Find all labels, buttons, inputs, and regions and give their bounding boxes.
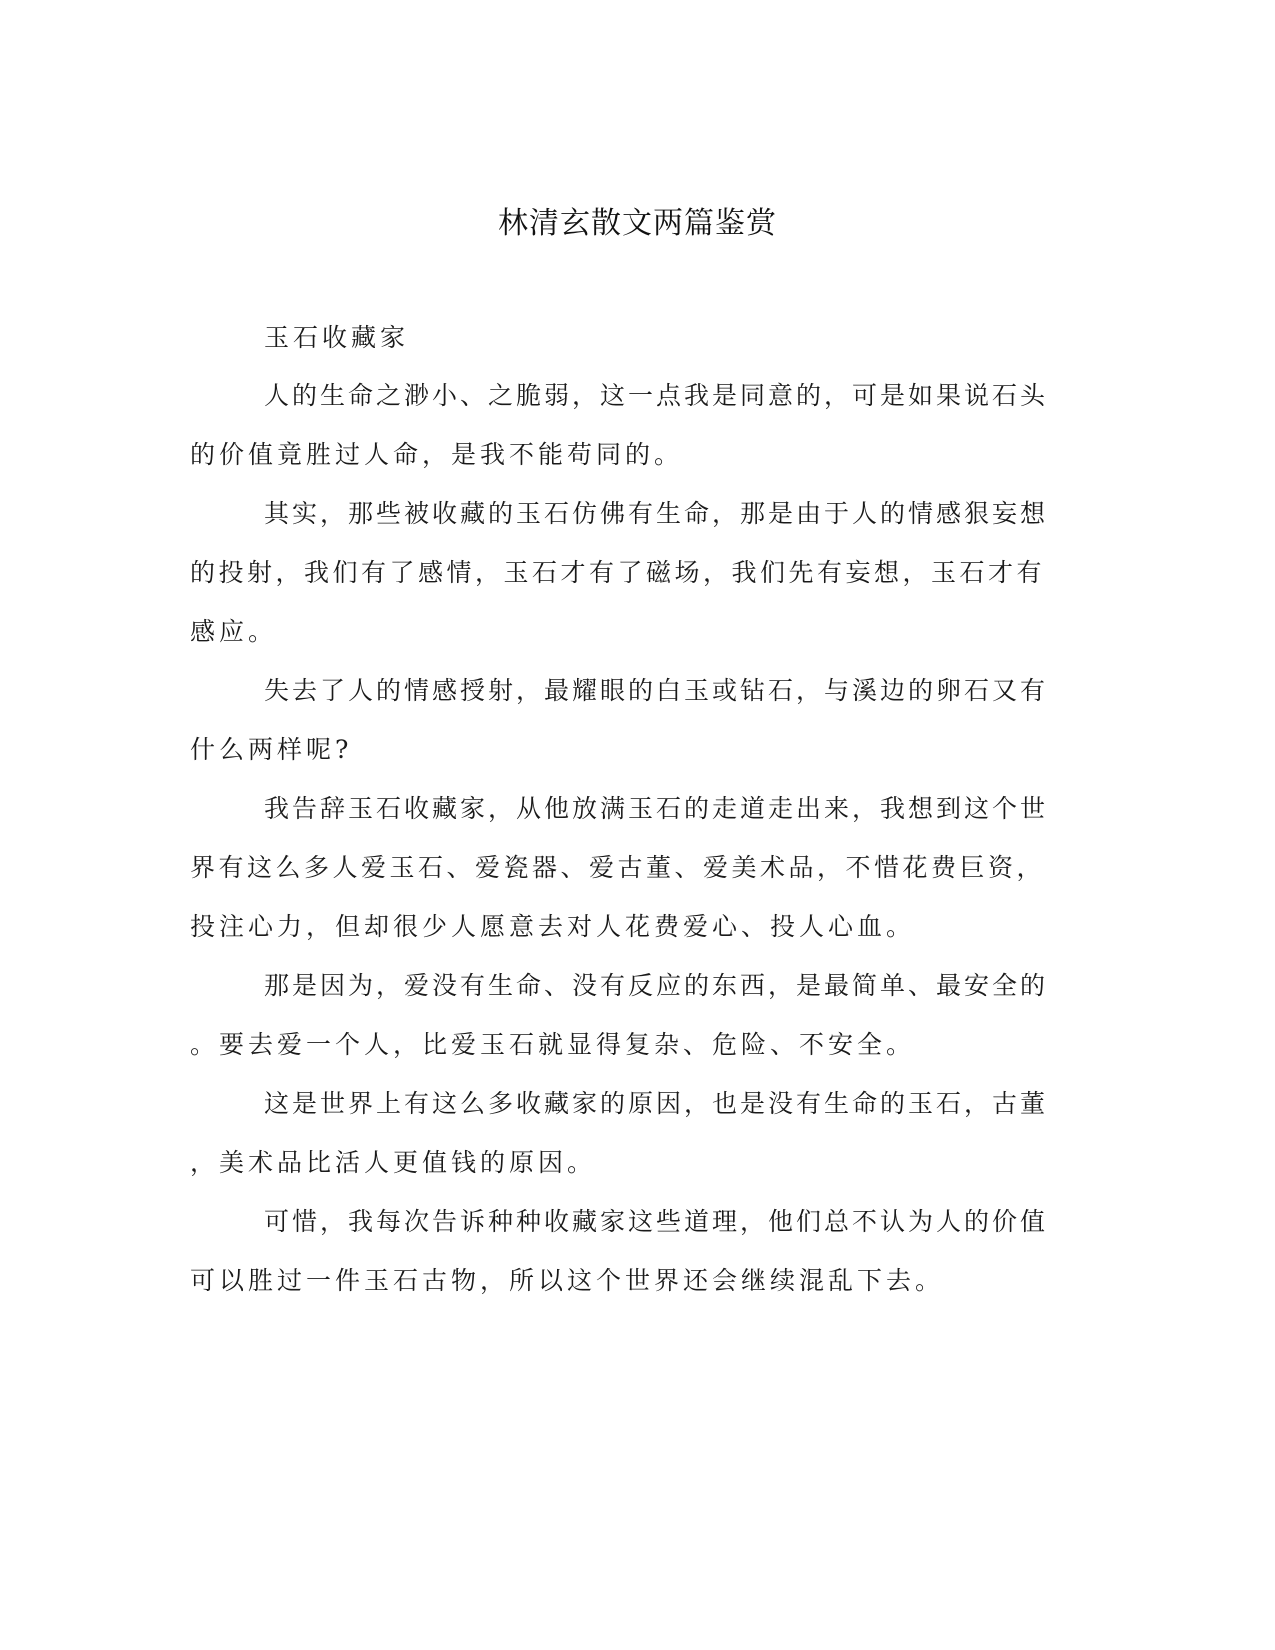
paragraph-5-line-2: 。要去爱一个人，比爱玉石就显得复杂、危险、不安全。 (190, 1030, 916, 1059)
paragraph-4-line-1: 我告辞玉石收藏家，从他放满玉石的走道走出来，我想到这个世 (264, 794, 1049, 823)
section-heading: 玉石收藏家 (264, 323, 410, 352)
paragraph-3-line-2: 什么两样呢? (190, 735, 353, 764)
paragraph-6-line-2: ，美术品比活人更值钱的原因。 (190, 1148, 597, 1177)
paragraph-7-line-1: 可惜，我每次告诉种种收藏家这些道理，他们总不认为人的价值 (264, 1207, 1049, 1236)
paragraph-1-line-2: 的价值竟胜过人命，是我不能苟同的。 (190, 440, 684, 469)
paragraph-3-line-1: 失去了人的情感授射，最耀眼的白玉或钻石，与溪边的卵石又有 (264, 676, 1049, 705)
paragraph-4-line-3: 投注心力，但却很少人愿意去对人花费爱心、投人心血。 (190, 912, 916, 941)
paragraph-2-line-1: 其实，那些被收藏的玉石仿佛有生命，那是由于人的情感狠妄想 (264, 499, 1049, 528)
paragraph-1-line-1: 人的生命之渺小、之脆弱，这一点我是同意的，可是如果说石头 (264, 381, 1049, 410)
paragraph-2-line-2: 的投射，我们有了感情，玉石才有了磁场，我们先有妄想，玉石才有 (190, 558, 1046, 587)
paragraph-4-line-2: 界有这么多人爱玉石、爱瓷器、爱古董、爱美术品，不惜花费巨资， (190, 853, 1046, 882)
paragraph-5-line-1: 那是因为，爱没有生命、没有反应的东西，是最简单、最安全的 (264, 971, 1049, 1000)
paragraph-7-line-2: 可以胜过一件玉石古物，所以这个世界还会继续混乱下去。 (190, 1266, 945, 1295)
paragraph-2-line-3: 感应。 (190, 617, 278, 646)
page-title: 林清玄散文两篇鉴赏 (498, 206, 777, 241)
paragraph-6-line-1: 这是世界上有这么多收藏家的原因，也是没有生命的玉石，古董 (264, 1089, 1049, 1118)
